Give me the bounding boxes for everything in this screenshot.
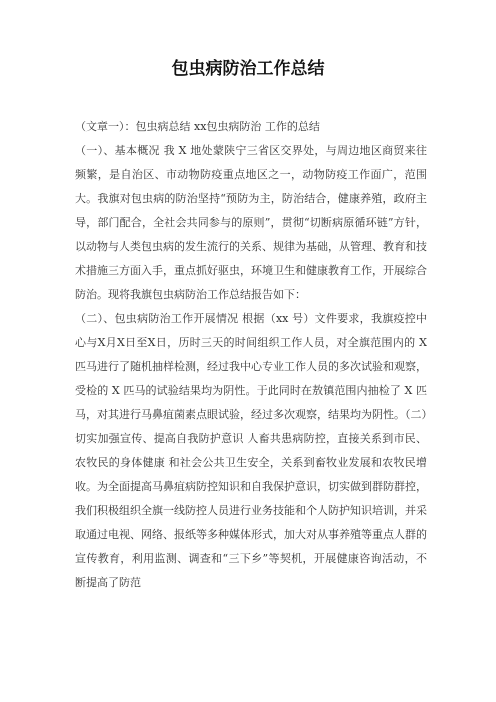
paragraph-prevention-work: （二）、包虫病防治工作开展情况 根据（xx 号）文件要求，我旗疫控中心与X月X日至X日，历时三天的时间组织工作人员，对全旗范围内的 X 匹马进行了随机抽样检测，经过我中心专业工作人员的多次试验和观察，受检的 X 匹马的试验结果均为阴性。于此同时在敖镇范围内抽检了 X 匹马，对其进行马鼻疽菌素点眼试验，经过多次观察，结果均为阴性。（二）切实加强宣传、提高自我防护意识 人畜共患病防控，直接关系到市民、农牧民的身体健康 和社会公共卫生安全，关系到畜牧业发展和农牧民增收。为全面提高马鼻疽病防控知识和自我保护意识，切实做到群防群控，我们积极组织全旗一线防控人员进行业务技能和个人防护知识培训，并采取通过电视、网络、报纸等多种媒体形式，加大对从事养殖等重点人群的宣传教育，利用监测、调查和“三下乡”等契机，开展健康咨询活动，不断提高了防范 [75, 312, 427, 589]
document-body [75, 115, 427, 595]
paragraph-article-heading: （文章一）：包虫病总结 xx包虫病防治 工作的总结 [75, 120, 320, 133]
document-title: 包虫病防治工作总结 [171, 59, 325, 79]
paragraph-basic-overview: （一）、基本概况 我 X 地处蒙陕宁三省区交界处，与周边地区商贸来往频繁，是自治区、市动物防疫重点地区之一，动物防疫工作面广，范围大。我旗对包虫病的防治坚持“预防为主，防治结合，健康养殖，政府主导，部门配合，全社会共同参与的原则”，贯彻“切断病原循环链”方针，以动物与人类包虫病的发生流行的关系、规律为基础，从管理、教育和技术措施三方面入手，重点抓好驱虫，环境卫生和健康教育工作，开展综合防治。现将我旗包虫病防治工作总结报告如下： [75, 144, 427, 301]
